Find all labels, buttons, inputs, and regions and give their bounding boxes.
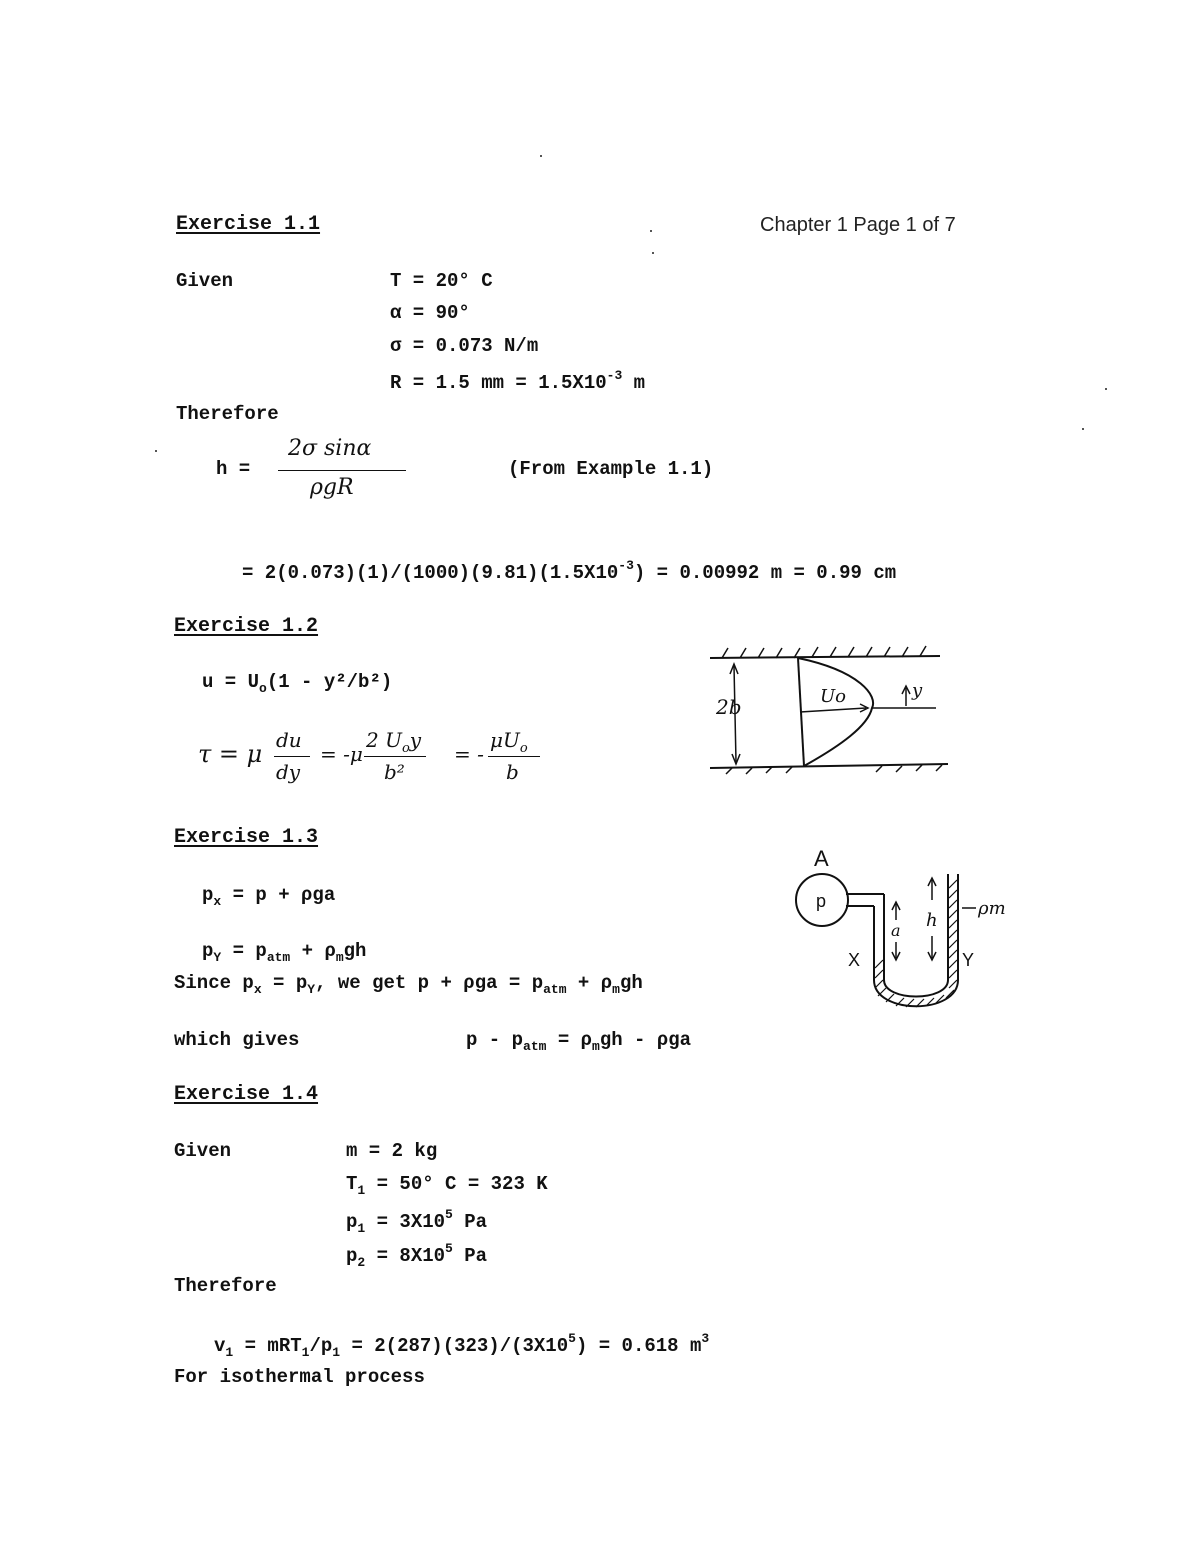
scan-speck — [652, 252, 654, 254]
h-denominator: ρgR — [310, 475, 354, 500]
manometer-figure — [780, 840, 1030, 1025]
h-fraction-bar — [278, 470, 406, 471]
du-numerator: du — [276, 728, 302, 752]
shear-fraction-bar — [364, 756, 426, 757]
pressure-difference-result: $p - p_{atm} = \rho_mgh - \rho ga$ — [466, 1029, 692, 1054]
fig-y-label: Y — [962, 950, 975, 970]
u-bend-inner — [874, 980, 958, 1006]
h-numerator: 2σ sinα — [288, 436, 372, 461]
since-statement: Since $p_x = p_Y$, we get $p + \rho ga = p_{atm} + \rho_mgh$ — [174, 972, 643, 997]
given-label-1-4: Given — [174, 1140, 232, 1162]
fig-uo-label: Uo — [820, 686, 847, 707]
fig-h-label: h — [926, 910, 938, 931]
fig-x-label: X — [848, 950, 861, 970]
scan-speck — [650, 230, 652, 232]
fig-p-label: p — [816, 891, 827, 911]
therefore-label: Therefore — [176, 403, 279, 425]
which-gives-label: which gives — [174, 1029, 300, 1051]
given-temperature: T = 20° C — [390, 270, 493, 292]
given-t1: $T_1 = 50^\circ$ C = 323 K — [346, 1173, 548, 1198]
wall-shear-denominator: b — [506, 760, 519, 784]
px-equation: $p_x = p + \rho ga$ — [202, 884, 336, 909]
exercise-1-2-heading: Exercise 1.2 — [174, 615, 319, 638]
shear-numerator: 2 $U_oy$ — [366, 728, 422, 756]
from-example-note: (From Example 1.1) — [508, 458, 714, 480]
given-p2: $p_2 = 8X10^5$ Pa — [346, 1241, 488, 1270]
fig-rho-m-label: ρm — [978, 898, 1006, 919]
therefore-label-1-4: Therefore — [174, 1275, 277, 1297]
scan-speck — [540, 155, 542, 157]
exercise-1-4-heading: Exercise 1.4 — [174, 1083, 319, 1106]
scan-speck — [1105, 388, 1107, 390]
given-mass: m = 2 kg — [346, 1140, 438, 1162]
given-surface-tension: σ = 0.073 N/m — [390, 335, 539, 357]
fig-a-vessel-label: A — [814, 846, 829, 871]
tau-lhs: τ = μ — [198, 740, 263, 768]
scan-speck — [1082, 428, 1084, 430]
h-calculation: = $2(0.073)(1)/(1000)(9.81)(1.5X10^{-3}) = 0.00992$ m = 0.99 cm — [242, 558, 897, 584]
exercise-1-3-heading: Exercise 1.3 — [174, 826, 319, 849]
given-radius: R = 1.5 mm = $1.5X10^{-3}$ m — [390, 368, 646, 394]
fig-2b-label: 2b — [716, 695, 742, 719]
dy-denominator: dy — [276, 760, 301, 784]
volume-calculation: $v_1 = mRT_1/p_1 = 2(287)(323)/(3X10^5) = 0.618$ $m^3$ — [214, 1331, 710, 1360]
shear-denominator: b² — [384, 760, 405, 784]
du-dy-bar — [274, 756, 310, 757]
given-angle: α = 90° — [390, 302, 470, 324]
py-equation: $p_Y = p_{atm} + \rho_mgh$ — [202, 940, 367, 965]
top-wall — [710, 656, 940, 658]
velocity-profile-equation: $u = U_o(1 - y^2/b^2)$ — [202, 671, 393, 696]
given-p1: $p_1 = 3X10^5$ Pa — [346, 1207, 488, 1236]
equals-neg: = - — [454, 742, 484, 766]
equals-neg-mu: = -μ — [320, 742, 363, 766]
bottom-wall — [710, 764, 948, 768]
isothermal-label: For isothermal process — [174, 1366, 425, 1388]
fig-y-label: y — [912, 680, 923, 701]
wall-shear-numerator: $\mu U_o$ — [490, 728, 528, 756]
scan-speck — [155, 450, 157, 452]
channel-flow-figure — [700, 636, 960, 786]
wall-shear-bar — [488, 756, 540, 757]
h-lhs: h = — [216, 458, 251, 480]
given-label: Given — [176, 270, 234, 292]
fig-a-label: a — [891, 921, 901, 940]
exercise-1-1-heading: Exercise 1.1 — [176, 213, 321, 236]
centerline-arrow — [800, 708, 866, 712]
page-header: Chapter 1 Page 1 of 7 — [760, 214, 956, 236]
